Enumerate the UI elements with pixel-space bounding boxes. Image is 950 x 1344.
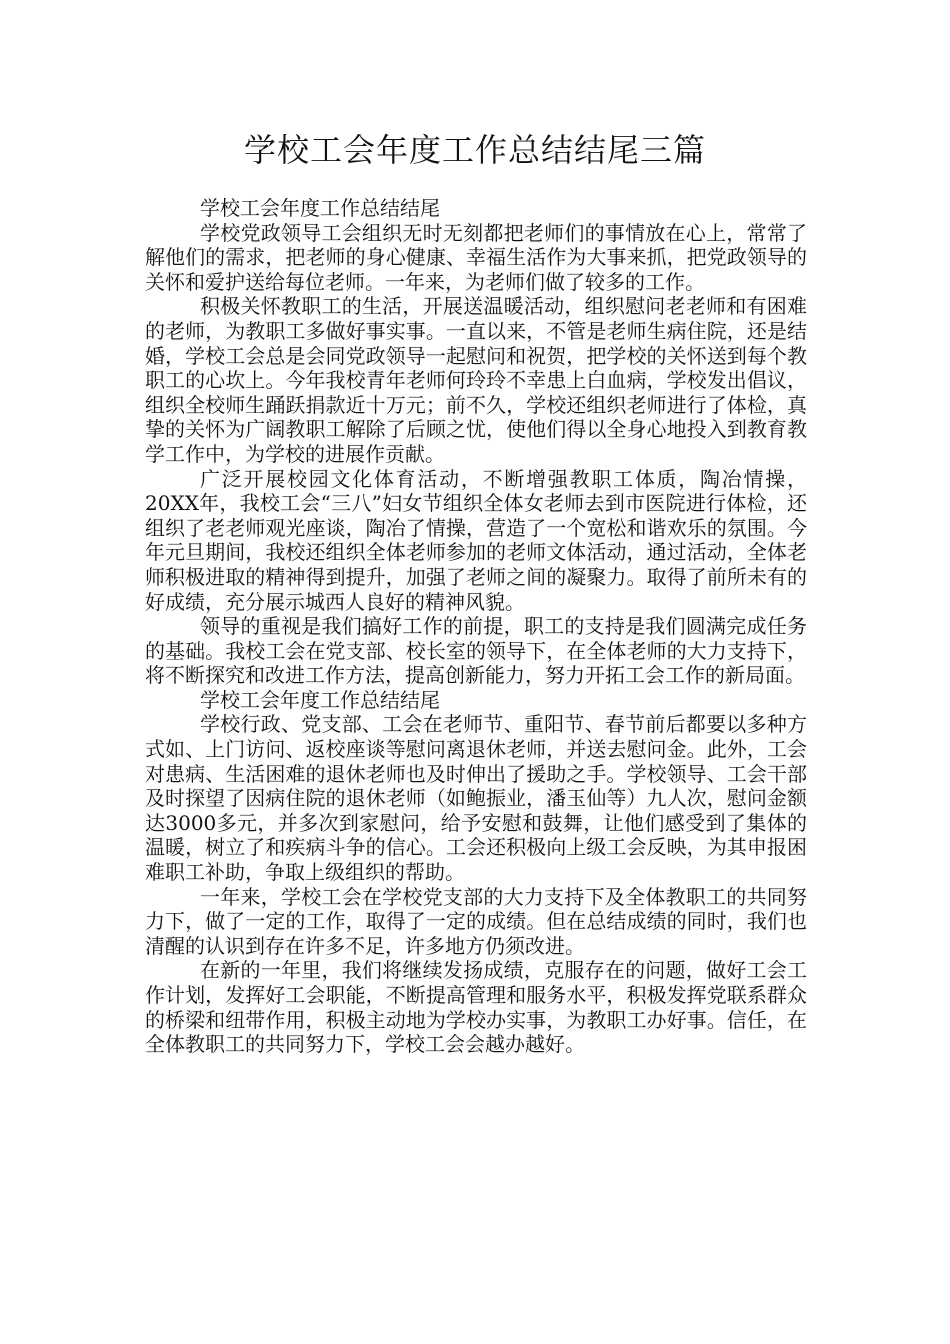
document-title: 学校工会年度工作总结结尾三篇 [243, 131, 706, 169]
section-heading: 学校工会年度工作总结结尾 [200, 196, 440, 220]
paragraph: 领导的重视是我们搞好工作的前提，职工的支持是我们圆满完成任务的基础。我校工会在党支部、校长室的领导下，在全体老师的大力支持下，将不断探究和改进工作方法，提高创新能力，努力开拓工会工作的新局面。 [145, 614, 807, 688]
paragraph: 学校行政、党支部、工会在老师节、重阳节、春节前后都要以多种方式如、上门访问、返校座谈等慰问离退休老师，并送去慰问金。此外，工会对患病、生活困难的退休老师也及时伸出了援助之手。学校领导、工会干部及时探望了因病住院的退休老师（如鲍振业，潘玉仙等）九人次，慰问金额达3000多元，并多次到家慰问，给予安慰和鼓舞，让他们感受到了集体的温暖，树立了和疾病斗争的信心。工会还积极向上级工会反映，为其申报困难职工补助，争取上级组织的帮助。 [145, 712, 807, 885]
paragraph: 在新的一年里，我们将继续发扬成绩，克服存在的问题，做好工会工作计划，发挥好工会职能，不断提高管理和服务水平，积极发挥党联系群众的桥梁和纽带作用，积极主动地为学校办实事，为教职工办好事。信任，在全体教职工的共同努力下，学校工会会越办越好。 [145, 958, 807, 1057]
paragraph: 积极关怀教职工的生活，开展送温暖活动，组织慰问老老师和有困难的老师，为教职工多做好事实事。一直以来，不管是老师生病住院，还是结婚，学校工会总是会同党政领导一起慰问和祝贺，把学校的关怀送到每个教职工的心坎上。今年我校青年老师何玲玲不幸患上白血病，学校发出倡议，组织全校师生踊跃捐款近十万元；前不久，学校还组织老师进行了体检，真挚的关怀为广阔教职工解除了后顾之忧，使他们得以全身心地投入到教育教学工作中，为学校的进展作贡献。 [145, 294, 807, 466]
paragraph: 一年来，学校工会在学校党支部的大力支持下及全体教职工的共同努力下，做了一定的工作，取得了一定的成绩。但在总结成绩的同时，我们也清醒的认识到存在许多不足，许多地方仍须改进。 [145, 884, 807, 958]
section-heading: 学校工会年度工作总结结尾 [200, 687, 440, 712]
paragraph: 广泛开展校园文化体育活动，不断增强教职工体质，陶冶情操，20XX年，我校工会“三八”妇女节组织全体女老师去到市医院进行体检，还组织了老老师观光座谈，陶冶了情操，营造了一个宽松和谐欢乐的氛围。今年元旦期间，我校还组织全体老师参加的老师文体活动，通过活动，全体老师积极进取的精神得到提升，加强了老师之间的凝聚力。取得了前所未有的好成绩，充分展示城西人良好的精神风貌。 [145, 466, 807, 614]
paragraph: 学校党政领导工会组织无时无刻都把老师们的事情放在心上，常常了解他们的需求，把老师的身心健康、幸福生活作为大事来抓，把党政领导的关怀和爱护送给每位老师。一年来，为老师们做了较多的工作。 [145, 220, 807, 294]
document-body [145, 196, 807, 1057]
